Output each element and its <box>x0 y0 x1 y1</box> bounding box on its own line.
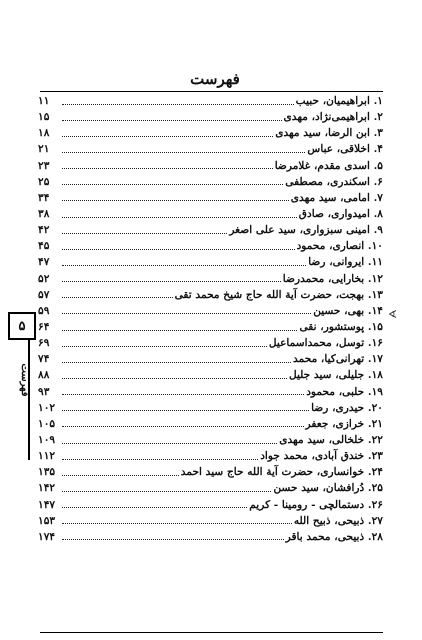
side-tab-label: فهرست <box>19 363 30 397</box>
toc-entry <box>38 464 383 480</box>
dot-leader <box>62 354 291 363</box>
toc-entry-label: ۱۵. پوستشور، نقی <box>299 320 383 333</box>
dot-leader <box>62 499 247 508</box>
toc-entry <box>38 271 383 287</box>
toc-entry-page: ۵۲ <box>38 272 50 285</box>
toc-entry-page: ۱۴۲ <box>38 482 56 495</box>
dot-leader <box>62 322 297 331</box>
dot-leader <box>62 160 273 169</box>
margin-mark-icon: ∢ <box>388 308 398 321</box>
toc-entry-page: ۶۹ <box>38 337 50 350</box>
toc-entry <box>38 448 383 464</box>
toc-entry-label: ۸. امیدواری، صادق <box>298 207 383 220</box>
toc-entry <box>38 206 383 222</box>
top-rule <box>40 91 383 92</box>
toc-entry-label: ۱۰. انصاری، محمود <box>296 240 383 253</box>
toc-entry-page: ۱۵ <box>38 111 50 124</box>
toc-entry-label: ۲۳. خندق آبادی، محمد جواد <box>260 450 383 463</box>
toc-entry-label: ۲۴. خوانساری، حضرت آیة الله حاج سید احمد <box>180 466 383 479</box>
toc-entry <box>38 497 383 513</box>
toc-entry <box>38 158 383 174</box>
toc-entry-label: ۲۵. دُرافشان، سید حسن <box>273 482 383 495</box>
toc-entry <box>38 480 383 496</box>
toc-entry-label: ۱۹. حلبی، محمود <box>306 385 383 398</box>
toc-entry-label: ۱۴. بهی، حسین <box>313 304 383 317</box>
toc-entry-label: ۲۸. ذبیحی، محمد باقر <box>285 530 383 543</box>
toc-entry-label: ۴. اخلاقی، عباس <box>307 143 383 156</box>
toc-entry <box>38 93 383 109</box>
toc-entry-page: ۷۴ <box>38 353 50 366</box>
dot-leader <box>62 370 287 379</box>
toc-entry-page: ۴۵ <box>38 240 50 253</box>
toc-entry <box>38 529 383 545</box>
page-number-box: ۵ <box>8 312 36 340</box>
toc-entry-page: ۴۲ <box>38 224 50 237</box>
dot-leader <box>62 112 282 121</box>
dot-leader <box>62 241 295 250</box>
toc-entry-page: ۵۹ <box>38 304 50 317</box>
page-title: فهرست <box>190 70 240 88</box>
toc-entry-page: ۲۳ <box>38 159 50 172</box>
toc-entry <box>38 190 383 206</box>
dot-leader <box>62 451 258 460</box>
toc-entry-label: ۷. امامی، سید مهدی <box>290 191 383 204</box>
toc-entry <box>38 367 383 383</box>
toc-entry <box>38 287 383 303</box>
toc-entry-page: ۳۸ <box>38 207 50 220</box>
dot-leader <box>62 402 309 411</box>
toc-entry-label: ۹. امینی سبزواری، سید علی اصغر <box>229 224 383 237</box>
dot-leader <box>62 305 311 314</box>
toc-entry-page: ۱۰۲ <box>38 401 56 414</box>
dot-leader <box>62 435 277 444</box>
dot-leader <box>62 225 227 234</box>
toc-entry-page: ۱۳۵ <box>38 466 56 479</box>
toc-entry-label: ۵. اسدی مقدم، غلامرضا <box>274 159 383 172</box>
toc-entry-page: ۲۱ <box>38 143 50 156</box>
toc-entry-page: ۱۰۵ <box>38 417 56 430</box>
toc-entry-page: ۶۴ <box>38 320 50 333</box>
toc-entry-label: ۱۷. تهرانی‌کیا، محمد <box>293 353 383 366</box>
bottom-rule <box>40 632 383 633</box>
toc-entry <box>38 141 383 157</box>
dot-leader <box>62 257 306 266</box>
toc-entry-label: ۲۱. خرازی، جعفر <box>305 417 383 430</box>
toc-entry-page: ۵۷ <box>38 288 50 301</box>
dot-leader <box>62 515 292 524</box>
toc-entry-label: ۱. ابراهیمیان، حبیب <box>295 95 383 107</box>
toc-entry-page: ۱۱ <box>38 95 50 107</box>
dot-leader <box>62 144 305 153</box>
toc-entry-page: ۱۸ <box>38 127 50 140</box>
toc-entry-page: ۹۳ <box>38 385 50 398</box>
dot-leader <box>62 273 281 282</box>
toc-entry-page: ۱۷۴ <box>38 530 56 543</box>
dot-leader <box>62 192 289 201</box>
dot-leader <box>62 386 304 395</box>
toc-entry-label: ۱۸. جلیلی، سید جلیل <box>288 369 383 382</box>
dot-leader <box>62 483 271 492</box>
toc-entry-label: ۲. ابراهیمی‌نژاد، مهدی <box>283 111 383 124</box>
toc-entry <box>38 109 383 125</box>
toc-entry <box>38 254 383 270</box>
dot-leader <box>62 531 284 540</box>
toc-entry <box>38 384 383 400</box>
toc-entry-label: ۶. اسکندری، مصطفی <box>285 175 383 188</box>
toc-entry-label: ۲۷. ذبیحی، ذبیح الله <box>293 514 383 527</box>
toc-entry-label: ۲۰. حیدری، رضا <box>311 401 383 414</box>
toc-entry-page: ۴۷ <box>38 256 50 269</box>
toc-entry <box>38 513 383 529</box>
toc-entry-label: ۱۶. توسل، محمداسماعیل <box>268 337 383 350</box>
toc-entry-label: ۱۲. بخارایی، محمدرضا <box>282 272 383 285</box>
dot-leader <box>62 418 304 427</box>
toc-entry-page: ۸۸ <box>38 369 50 382</box>
toc-entry <box>38 416 383 432</box>
side-tab <box>6 312 38 462</box>
toc-entry-label: ۱۳. بهجت، حضرت آیة الله حاج شیخ محمد تقی <box>174 288 383 301</box>
toc-entry-page: ۱۴۷ <box>38 498 56 511</box>
toc-entry-page: ۲۵ <box>38 175 50 188</box>
toc-entry-page: ۱۱۲ <box>38 450 56 463</box>
toc-entry-label: ۳. ابن الرضا، سید مهدی <box>275 127 383 140</box>
toc-entry <box>38 125 383 141</box>
dot-leader <box>62 209 297 218</box>
toc-entry <box>38 319 383 335</box>
dot-leader <box>62 96 294 105</box>
dot-leader <box>62 289 173 298</box>
toc-list <box>38 93 383 545</box>
toc-entry <box>38 222 383 238</box>
toc-entry <box>38 238 383 254</box>
dot-leader <box>62 338 267 347</box>
toc-entry-page: ۱۵۳ <box>38 514 56 527</box>
toc-entry-page: ۳۴ <box>38 191 50 204</box>
toc-entry <box>38 174 383 190</box>
toc-entry-page: ۱۰۹ <box>38 433 56 446</box>
dot-leader <box>62 128 273 137</box>
toc-entry <box>38 303 383 319</box>
dot-leader <box>62 467 179 476</box>
toc-entry-label: ۲۶. دستمالچی - رومینا - کریم <box>249 498 383 511</box>
toc-entry <box>38 351 383 367</box>
toc-entry <box>38 432 383 448</box>
toc-entry-label: ۱۱. ایروانی، رضا <box>308 256 383 269</box>
toc-entry-label: ۲۲. خلخالی، سید مهدی <box>279 433 383 446</box>
toc-entry <box>38 400 383 416</box>
dot-leader <box>62 176 283 185</box>
toc-entry <box>38 335 383 351</box>
